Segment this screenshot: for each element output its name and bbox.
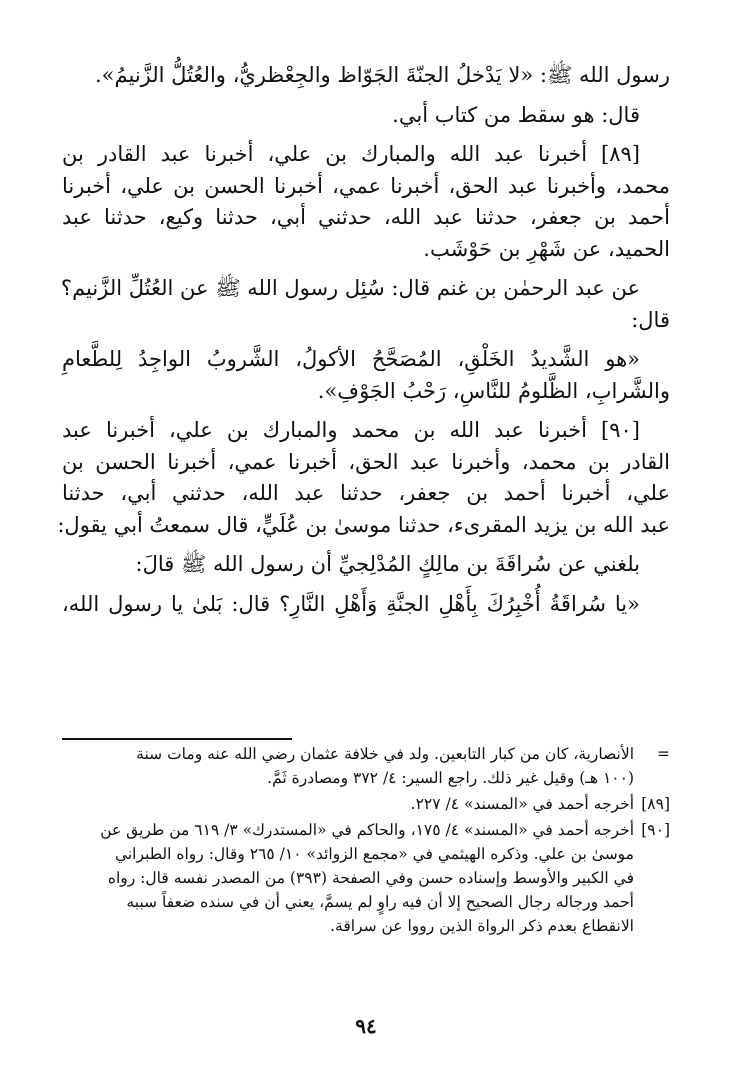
footnotes bbox=[62, 742, 670, 940]
paragraph-hadith-jawwaz bbox=[62, 60, 670, 92]
text-line: علي، أخبرنا أحمد بن جعفر، حدثنا عبد الله، حدثني أبي، حدثنا bbox=[62, 481, 670, 505]
paragraph-qala-saqat bbox=[62, 100, 670, 132]
text-line: قال: هو سقط من كتاب أبي. bbox=[392, 102, 640, 127]
paragraph-suraqa-hadith bbox=[62, 589, 670, 621]
paragraph-answer-zanim bbox=[62, 344, 670, 407]
text-line: [٨٩] أخبرنا عبد الله والمبارك بن علي، أخبرنا عبد القادر بن bbox=[62, 142, 640, 166]
paragraph-question-zanim bbox=[62, 273, 670, 336]
text-line: عن عبد الرحمٰن بن غنم قال: سُئِل رسول الله ﷺ عن العُتُلِّ الزَّنيم؟ bbox=[60, 276, 640, 300]
text-line: أحمد بن جعفر، حدثنا عبد الله، حدثني أبي، حدثنا وكيع، حدثنا عبد bbox=[62, 205, 670, 229]
footnote-body bbox=[62, 818, 634, 938]
footnote-89 bbox=[62, 792, 670, 816]
footnote-90 bbox=[62, 818, 670, 938]
footnote-line: (١٠٠ هـ) وقيل غير ذلك. راجع السير: ٤/ ٣٧٢ ومصادرة ثَمَّ. bbox=[267, 769, 634, 787]
footnote-line: في الكبير والأوسط وإسناده حسن وفي الصفحة (٣٩٣) من المصدر نفسه قال: رواه bbox=[107, 869, 634, 887]
footnote-line: أخرجه أحمد في «المسند» ٤/ ١٧٥، والحاكم في «المستدرك» ٣/ ٦١٩ من طريق عن bbox=[100, 821, 634, 839]
footnote-continuation bbox=[62, 742, 670, 790]
text-line: قال: bbox=[631, 307, 670, 332]
text-line: «يا سُراقَةُ أُخْبِرُكَ بِأَهْلِ الجنَّةِ وَأَهْلِ النَّارِ؟ قال: بَلىٰ يا رسول الله، bbox=[62, 591, 640, 616]
footnote-line: الأنصارية، كان من كبار التابعين. ولد في خلافة عثمان رضي الله عنه ومات سنة bbox=[136, 745, 634, 763]
text-line: القادر بن محمد، وأخبرنا عبد الحق، أخبرنا عمي، أخبرنا الحسن بن bbox=[62, 449, 670, 474]
main-text bbox=[57, 60, 670, 628]
footnote-line: موسىٰ بن علي. وذكره الهيثمي في «مجمع الزوائد» ١٠/ ٢٦٥ وقال: رواه الطبراني bbox=[114, 845, 634, 863]
footnote-line: أخرجه أحمد في «المسند» ٤/ ٢٢٧. bbox=[410, 795, 634, 813]
footnote-body bbox=[62, 742, 634, 790]
footnote-line: أحمد ورجاله رجال الصحيح إلا أن فيه راوٍ لم يسمَّ، يعني أن في سنده ضعفاً سببه bbox=[126, 893, 634, 911]
text-line: رسول الله ﷺ: «لا يَدْخلُ الجنّةَ الجَوّاظ والجِعْظريُّ، والعُتُلُّ الزَّنيمُ». bbox=[95, 63, 670, 87]
footnote-marker: = bbox=[657, 745, 670, 763]
text-line: [٩٠] أخبرنا عبد الله بن محمد والمبارك بن علي، أخبرنا عبد bbox=[62, 418, 640, 442]
footnote-body bbox=[62, 792, 634, 816]
footnote-marker: [٨٩] bbox=[641, 795, 670, 813]
text-line: والشَّرابِ، الظَّلومُ للنَّاسِ، رَحْبُ الجَوْفِ». bbox=[317, 378, 670, 403]
footnote-separator bbox=[62, 738, 292, 740]
text-line: الحميد، عن شَهْرِ بن حَوْشَب. bbox=[423, 236, 670, 261]
paragraph-suraqa-intro bbox=[62, 549, 670, 581]
footnote-marker: [٩٠] bbox=[641, 821, 670, 839]
text-line: عبد الله بن يزيد المقرىء، حدثنا موسىٰ بن عُلَيٍّ، قال سمعتُ أبي يقول: bbox=[57, 512, 670, 537]
paragraph-isnad-89 bbox=[62, 139, 670, 265]
text-line: «هو الشَّديدُ الخَلْقِ، المُصَحَّحُ الأكولُ، الشَّروبُ الواجِدُ لِلطَّعامِ bbox=[62, 347, 640, 371]
text-line: محمد، وأخبرنا عبد الحق، أخبرنا عمي، أخبرنا الحسن بن علي، أخبرنا bbox=[62, 173, 670, 198]
page-number: ٩٤ bbox=[355, 1014, 377, 1038]
text-line: بلغني عن سُراقَةَ بن مالِكٍ المُدْلِجيِّ أن رسول الله ﷺ قالَ: bbox=[135, 552, 640, 576]
paragraph-isnad-90 bbox=[57, 415, 670, 541]
footnote-line: الانقطاع بعدم ذكر الرواة الذين رووا عن سراقة. bbox=[330, 917, 634, 935]
